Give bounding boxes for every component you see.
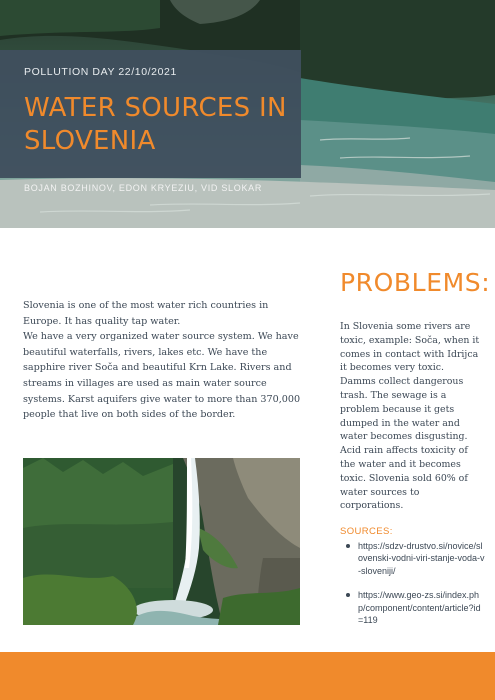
intro-paragraph-2: We have a very organized water source system. We have beautiful waterfalls, rivers, lakes etc. We have the sapphire river Soča and beautiful Krn Lake. Rivers and streams in villages are used as main water source systems. Karst aquifers give water to more than 370,000 people that live on both sides of the border.: [23, 331, 301, 421]
footer-bar: [0, 652, 495, 700]
intro-paragraph-1: Slovenia is one of the most water rich countries in Europe. It has quality tap water.: [23, 300, 269, 327]
sources-list: [340, 540, 485, 638]
authors-line: BOJAN BOZHINOV, EDON KRYEZIU, VID SLOKAR: [24, 183, 263, 193]
event-date-line: POLLUTION DAY 22/10/2021: [24, 66, 177, 78]
waterfall-photo: [23, 458, 300, 625]
bullet-icon: [346, 593, 350, 597]
problems-text: In Slovenia some rivers are toxic, example: Soča, when it comes in contact with Idrijca it becomes very toxic. Damms collect dangerous trash. The sewage is a problem because it gets dumped in the water and water becomes disgusting. Acid rain affects toxicity of the water and it becomes toxic. Slovenia sold 60% of water sources to corporations.: [340, 321, 480, 512]
sources-heading: SOURCES:: [340, 526, 393, 537]
bullet-icon: [346, 544, 350, 548]
intro-text: [23, 298, 305, 423]
source-link-text[interactable]: https://sdzv-drustvo.si/novice/slovenski-vodni-viri-stanje-voda-v-sloveniji/: [358, 541, 485, 576]
source-link[interactable]: [340, 589, 485, 626]
problems-heading: PROBLEMS:: [340, 268, 491, 297]
source-link[interactable]: [340, 540, 485, 577]
source-link-text[interactable]: https://www.geo-zs.si/index.php/component/content/article?id=119: [358, 590, 481, 626]
page-title: WATER SOURCES IN SLOVENIA: [24, 93, 287, 156]
